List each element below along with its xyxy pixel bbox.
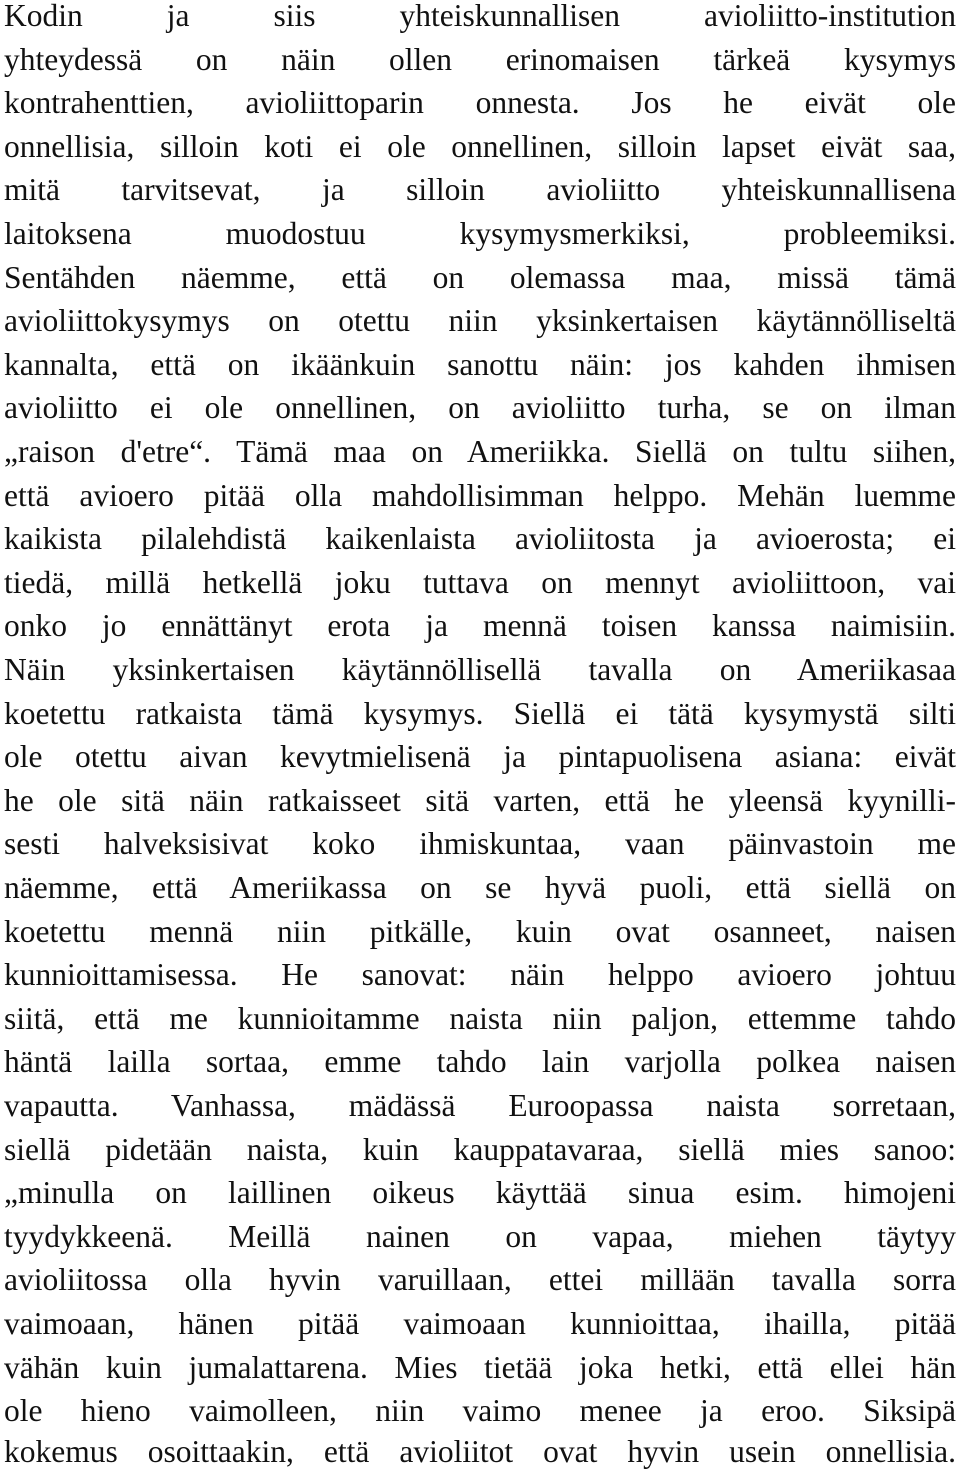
text-line-7: Sentähden näemme, että on olemassa maa, missä tämä: [4, 260, 956, 295]
text-line-19: he ole sitä näin ratkaisseet sitä varten, että he yleensä kyynilli-: [4, 783, 956, 818]
text-line-24: siitä, että me kunnioitamme naista niin paljon, ettemme tahdo: [4, 1001, 956, 1036]
text-line-30: avioliitossa olla hyvin varuillaan, ettei millään tavalla sorra: [4, 1262, 956, 1297]
text-line-16: Näin yksinkertaisen käytännöllisellä tavalla on Ameriikasaa: [4, 652, 956, 687]
text-line-15: onko jo ennättänyt erota ja mennä toisen kanssa naimisiin.: [4, 608, 956, 643]
text-line-5: mitä tarvitsevat, ja silloin avioliitto yhteiskunnallisena: [4, 172, 956, 207]
text-line-9: kannalta, että on ikäänkuin sanottu näin: jos kahden ihmisen: [4, 347, 956, 382]
text-line-1: Kodin ja siis yhteiskunnallisen avioliitto-institution: [4, 0, 956, 33]
text-line-28: „minulla on laillinen oikeus käyttää sinua esim. himojeni: [4, 1175, 956, 1210]
text-line-14: tiedä, millä hetkellä joku tuttava on mennyt avioliittoon, vai: [4, 565, 956, 600]
text-line-34: kokemus osoittaakin, että avioliitot ovat hyvin usein onnellisia.: [4, 1434, 956, 1469]
text-line-10: avioliitto ei ole onnellinen, on avioliitto turha, se on ilman: [4, 390, 956, 425]
text-line-21: näemme, että Ameriikassa on se hyvä puoli, että siellä on: [4, 870, 956, 905]
text-line-12: että avioero pitää olla mahdollisimman helppo. Mehän luemme: [4, 478, 956, 513]
text-line-18: ole otettu aivan kevytmielisenä ja pintapuolisena asiana: eivät: [4, 739, 956, 774]
text-line-8: avioliittokysymys on otettu niin yksinkertaisen käytännölliseltä: [4, 303, 956, 338]
text-line-13: kaikista pilalehdistä kaikenlaista avioliitosta ja avioerosta; ei: [4, 521, 956, 556]
text-line-33: ole hieno vaimolleen, niin vaimo menee ja eroo. Siksipä: [4, 1393, 956, 1428]
text-line-29: tyydykkeenä. Meillä nainen on vapaa, miehen täytyy: [4, 1219, 956, 1254]
text-line-4: onnellisia, silloin koti ei ole onnellinen, silloin lapset eivät saa,: [4, 129, 956, 164]
text-line-2: yhteydessä on näin ollen erinomaisen tärkeä kysymys: [4, 42, 956, 77]
text-line-20: sesti halveksisivat koko ihmiskuntaa, vaan päinvastoin me: [4, 826, 956, 861]
text-line-23: kunnioittamisessa. He sanovat: näin helppo avioero johtuu: [4, 957, 956, 992]
text-line-3: kontrahenttien, avioliittoparin onnesta. Jos he eivät ole: [4, 85, 956, 120]
text-line-27: siellä pidetään naista, kuin kauppatavaraa, siellä mies sanoo:: [4, 1132, 956, 1167]
text-line-31: vaimoaan, hänen pitää vaimoaan kunnioittaa, ihailla, pitää: [4, 1306, 956, 1341]
text-line-32: vähän kuin jumalattarena. Mies tietää joka hetki, että ellei hän: [4, 1350, 956, 1385]
text-line-17: koetettu ratkaista tämä kysymys. Siellä ei tätä kysymystä silti: [4, 696, 956, 731]
text-line-6: laitoksena muodostuu kysymysmerkiksi, probleemiksi.: [4, 216, 956, 251]
text-line-25: häntä lailla sortaa, emme tahdo lain varjolla polkea naisen: [4, 1044, 956, 1079]
text-line-26: vapautta. Vanhassa, mädässä Euroopassa naista sorretaan,: [4, 1088, 956, 1123]
text-line-11: „raison d'etre“. Tämä maa on Ameriikka. Siellä on tultu siihen,: [4, 434, 956, 469]
text-line-22: koetettu mennä niin pitkälle, kuin ovat osanneet, naisen: [4, 914, 956, 949]
